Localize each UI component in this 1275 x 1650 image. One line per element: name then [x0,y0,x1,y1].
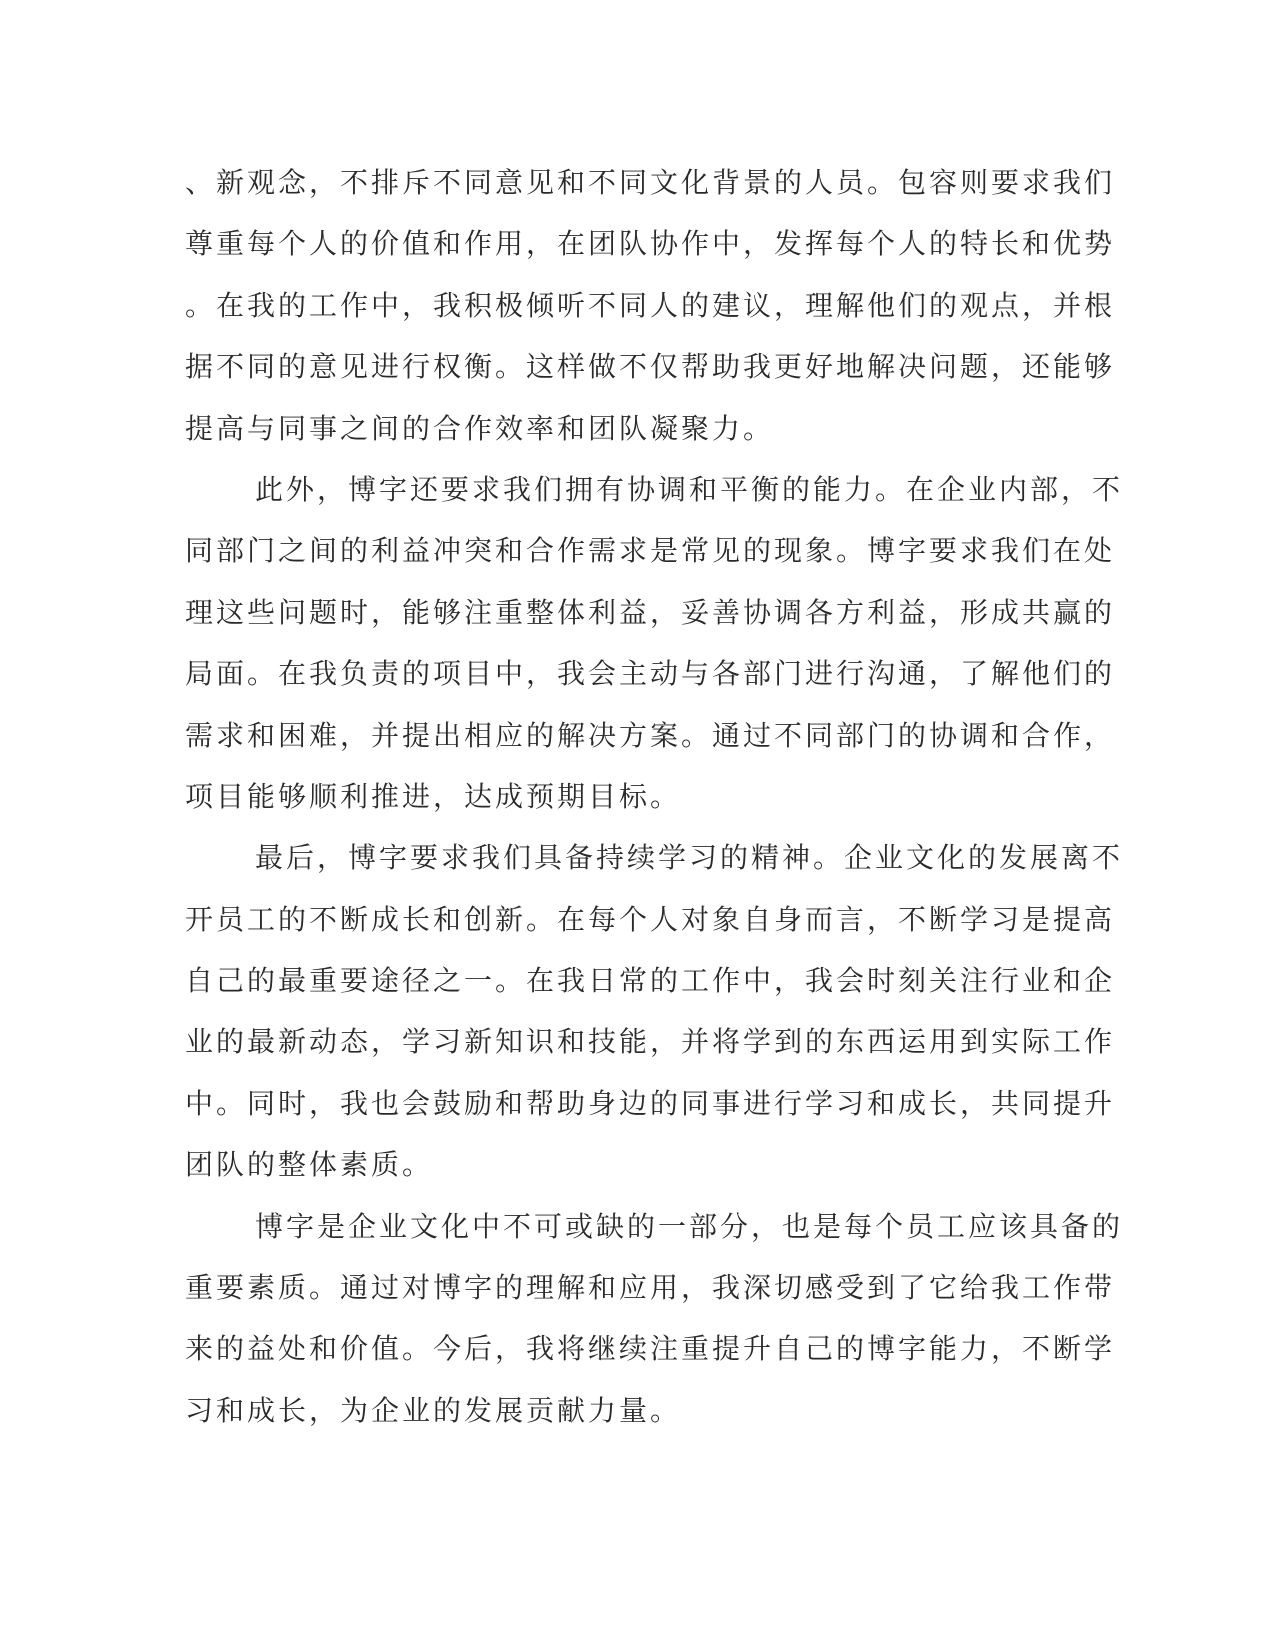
text-line: 理这些问题时，能够注重整体利益，妥善协调各方利益，形成共赢的 [185,595,1116,629]
text-line: 博字是企业文化中不可或缺的一部分，也是每个员工应该具备的 [255,1209,1124,1243]
document-body [185,158,1124,1447]
text-line: 开员工的不断成长和创新。在每个人对象自身而言，不断学习是提高 [185,902,1116,936]
paragraph-continuous-learning [185,833,1124,1201]
text-line: 最后，博字要求我们具备持续学习的精神。企业文化的发展离不 [255,841,1124,875]
text-line: 重要素质。通过对博字的理解和应用，我深切感受到了它给我工作带 [185,1271,1116,1305]
text-line: 习和成长，为企业的发展贡献力量。 [185,1393,682,1427]
text-line: 业的最新动态，学习新知识和技能，并将学到的东西运用到实际工作 [185,1025,1116,1059]
text-line: 尊重每个人的价值和作用，在团队协作中，发挥每个人的特长和优势 [185,227,1116,261]
text-line: 中。同时，我也会鼓励和帮助身边的同事进行学习和成长，共同提升 [185,1086,1116,1120]
text-line: 自己的最重要途径之一。在我日常的工作中，我会时刻关注行业和企 [185,964,1116,998]
text-line: 团队的整体素质。 [185,1148,434,1182]
paragraph-inclusiveness [185,158,1116,465]
text-line: 项目能够顺利推进，达成预期目标。 [185,779,682,813]
text-line: 同部门之间的利益冲突和合作需求是常见的现象。博字要求我们在处 [185,534,1116,568]
text-line: 此外，博字还要求我们拥有协调和平衡的能力。在企业内部，不 [255,472,1124,506]
paragraph-coordination [185,465,1124,833]
text-line: 提高与同事之间的合作效率和团队凝聚力。 [185,411,775,445]
text-line: 需求和困难，并提出相应的解决方案。通过不同部门的协调和合作， [185,718,1116,752]
text-line: 来的益处和价值。今后，我将继续注重提升自己的博字能力，不断学 [185,1332,1116,1366]
text-line: 。在我的工作中，我积极倾听不同人的建议，理解他们的观点，并根 [185,288,1116,322]
text-line: 、新观念，不排斥不同意见和不同文化背景的人员。包容则要求我们 [185,166,1116,199]
text-line: 据不同的意见进行权衡。这样做不仅帮助我更好地解决问题，还能够 [185,350,1116,384]
text-line: 局面。在我负责的项目中，我会主动与各部门进行沟通，了解他们的 [185,657,1116,691]
paragraph-conclusion [185,1202,1124,1448]
